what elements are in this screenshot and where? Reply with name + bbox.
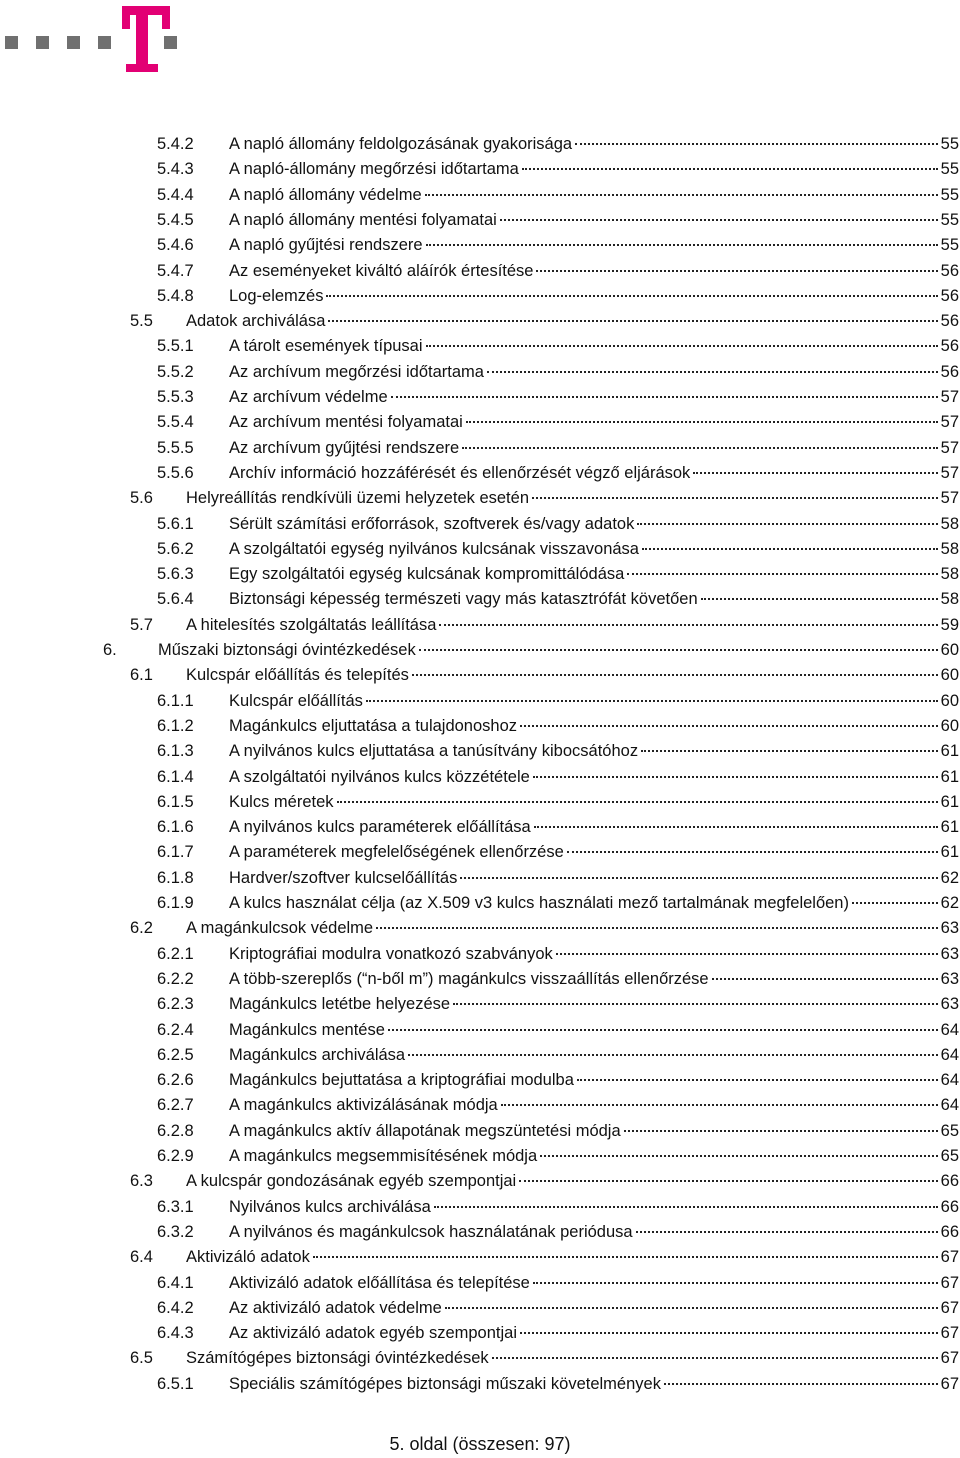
toc-entry-number: 6.5.1 — [157, 1374, 194, 1393]
toc-entry[interactable] — [130, 486, 959, 511]
toc-entry-number: 5.5.2 — [157, 362, 194, 381]
toc-dot-leader — [445, 1307, 938, 1309]
toc-entry-title: Hardver/szoftver kulcselőállítás — [229, 868, 458, 887]
toc-entry[interactable] — [157, 714, 959, 739]
toc-dot-leader — [439, 624, 937, 626]
toc-entry-number: 6.4.1 — [157, 1273, 194, 1292]
toc-entry-number: 6.4.2 — [157, 1298, 194, 1317]
toc-entry-page: 57 — [940, 463, 959, 482]
toc-entry-number: 5.5.6 — [157, 463, 194, 482]
toc-entry-number: 6.4.3 — [157, 1324, 194, 1343]
toc-entry[interactable] — [157, 1093, 959, 1118]
toc-dot-leader — [388, 1029, 938, 1031]
toc-entry-page: 55 — [940, 135, 959, 153]
toc-entry-page: 64 — [940, 1045, 959, 1064]
toc-entry-page: 57 — [940, 438, 959, 457]
toc-entry[interactable] — [157, 436, 959, 461]
toc-entry-number: 6.5 — [130, 1349, 153, 1368]
toc-entry-title: A napló gyűjtési rendszere — [229, 236, 423, 255]
toc-entry-number: 5.4.5 — [157, 210, 194, 229]
toc-entry[interactable] — [157, 1220, 959, 1245]
toc-dot-leader — [500, 219, 938, 221]
toc-entry-number: 5.4.7 — [157, 261, 194, 280]
toc-entry[interactable] — [157, 815, 959, 840]
page-footer: 5. oldal (összesen: 97) — [389, 1434, 571, 1454]
toc-entry-page: 56 — [940, 337, 959, 356]
toc-dot-leader — [536, 270, 937, 272]
toc-entry-title: Magánkulcs bejuttatása a kriptográfiai modulba — [229, 1071, 574, 1090]
toc-entry-title: Az archívum gyűjtési rendszere — [229, 438, 460, 457]
toc-entry[interactable] — [157, 891, 959, 916]
toc-entry-title: A napló állomány feldolgozásának gyakorisága — [229, 135, 573, 153]
toc-entry-number: 6.1.5 — [157, 792, 194, 811]
toc-entry-number: 5.4.2 — [157, 135, 194, 153]
toc-entry-page: 64 — [940, 1071, 959, 1090]
toc-dot-leader — [462, 447, 937, 449]
toc-entry-page: 65 — [940, 1147, 959, 1165]
toc-entry-page: 58 — [940, 514, 959, 533]
toc-dot-leader — [425, 194, 938, 196]
toc-dot-leader — [366, 700, 938, 702]
toc-entry-number: 5.5.5 — [157, 438, 194, 457]
toc-entry-number: 5.5.1 — [157, 337, 194, 356]
toc-entry[interactable] — [157, 739, 959, 764]
toc-dot-leader — [520, 1332, 938, 1334]
toc-dot-leader — [492, 1357, 938, 1359]
toc-entry-page: 57 — [940, 388, 959, 406]
toc-entry[interactable] — [157, 1018, 959, 1043]
toc-entry-number: 5.6 — [130, 489, 153, 508]
toc-entry[interactable] — [157, 360, 959, 385]
toc-entry[interactable] — [157, 1144, 959, 1169]
toc-entry-number: 6.2.7 — [157, 1096, 194, 1115]
toc-dot-leader — [487, 371, 938, 373]
toc-entry-number: 6.1.6 — [157, 818, 194, 837]
toc-dot-leader — [522, 168, 938, 170]
toc-entry-title: A napló állomány mentési folyamatai — [229, 210, 497, 229]
toc-entry-title: A magánkulcs megsemmisítésének módja — [229, 1147, 538, 1165]
toc-dot-leader — [534, 826, 938, 828]
toc-entry-title: A napló állomány védelme — [229, 185, 422, 204]
toc-dot-leader — [466, 421, 938, 423]
toc-entry[interactable] — [157, 1321, 959, 1346]
toc-entry-title: Kriptográfiai modulra vonatkozó szabványok — [229, 944, 553, 963]
toc-entry-title: Kulcspár előállítás — [229, 691, 363, 710]
toc-entry-page: 61 — [940, 767, 959, 786]
toc-entry-title: Az eseményeket kiváltó aláírók értesítése — [229, 261, 534, 280]
toc-entry-page: 67 — [940, 1349, 959, 1368]
toc-dot-leader — [712, 978, 938, 980]
toc-entry-page: 67 — [940, 1248, 959, 1267]
toc-entry-title: Nyilvános kulcs archiválása — [229, 1197, 431, 1216]
toc-entry-page: 55 — [940, 185, 959, 204]
toc-entry-page: 60 — [940, 691, 959, 710]
toc-entry-title: Aktivizáló adatok — [186, 1248, 310, 1267]
toc-entry-number: 6.2.8 — [157, 1121, 194, 1140]
toc-entry[interactable] — [157, 132, 959, 157]
toc-entry-page: 64 — [940, 1096, 959, 1115]
toc-entry[interactable] — [157, 284, 959, 309]
toc-entry-page: 63 — [940, 969, 959, 988]
toc-entry-page: 57 — [940, 413, 959, 432]
toc-entry-page: 56 — [940, 312, 959, 331]
toc-entry-number: 6.1.4 — [157, 767, 194, 786]
toc-entry-page: 55 — [940, 236, 959, 255]
toc-entry-number: 6.2.5 — [157, 1045, 194, 1064]
toc-entry[interactable] — [157, 992, 959, 1017]
toc-entry-title: Biztonsági képesség természeti vagy más katasztrófát követően — [229, 590, 698, 609]
toc-entry[interactable] — [157, 866, 959, 891]
toc-dot-leader — [408, 1054, 938, 1056]
toc-entry-number: 6.2.3 — [157, 995, 194, 1014]
toc-entry[interactable] — [157, 157, 959, 182]
toc-dot-leader — [391, 396, 938, 398]
toc-entry-page: 62 — [940, 894, 959, 912]
toc-dot-leader — [520, 725, 938, 727]
toc-entry-page: 61 — [940, 742, 959, 761]
toc-entry-number: 6.1.8 — [157, 868, 194, 887]
toc-entry-number: 6.1.1 — [157, 691, 194, 710]
toc-entry-title: Archív információ hozzáférését és ellenőrzését végző eljárások — [229, 463, 691, 482]
toc-entry-page: 64 — [940, 1020, 959, 1039]
toc-entry[interactable] — [157, 1195, 959, 1220]
toc-entry-title: Magánkulcs mentése — [229, 1020, 385, 1039]
toc-entry-title: Egy szolgáltatói egység kulcsának kompromittálódása — [229, 565, 625, 584]
toc-entry-page: 67 — [940, 1324, 959, 1343]
toc-entry-page: 65 — [940, 1121, 959, 1140]
toc-dot-leader — [533, 1282, 938, 1284]
toc-dot-leader — [434, 1206, 938, 1208]
toc-entry-page: 58 — [940, 539, 959, 558]
toc-entry[interactable] — [130, 916, 959, 941]
page-header — [0, 0, 960, 90]
toc-entry[interactable] — [130, 663, 959, 688]
toc-entry-title: Műszaki biztonsági óvintézkedések — [158, 641, 416, 659]
toc-entry[interactable] — [130, 1346, 959, 1371]
toc-entry-number: 6.1.3 — [157, 742, 194, 761]
toc-dot-leader — [426, 244, 938, 246]
toc-entry-title: A több-szereplős (“n-ből m”) magánkulcs visszaállítás ellenőrzése — [229, 969, 709, 988]
toc-entry-number: 5.6.3 — [157, 565, 194, 584]
toc-entry-number: 5.7 — [130, 615, 153, 634]
toc-entry-title: A kulcspár gondozásának egyéb szempontjai — [186, 1172, 517, 1191]
toc-entry-number: 6.3.1 — [157, 1197, 194, 1216]
toc-dot-leader — [533, 776, 938, 778]
toc-dot-leader — [852, 902, 938, 904]
toc-entry-title: A hitelesítés szolgáltatás leállítása — [186, 615, 437, 634]
toc-entry-title: Az archívum mentési folyamatai — [229, 413, 463, 432]
toc-entry[interactable] — [157, 790, 959, 815]
toc-entry[interactable] — [157, 410, 959, 435]
toc-entry-number: 5.4.8 — [157, 286, 194, 305]
toc-entry-page: 61 — [940, 843, 959, 862]
toc-entry-number: 5.4.3 — [157, 160, 194, 179]
toc-entry-title: A szolgáltatói nyilvános kulcs közzététele — [229, 767, 530, 786]
toc-entry-title: Számítógépes biztonsági óvintézkedések — [186, 1349, 489, 1368]
toc-entry-page: 67 — [940, 1273, 959, 1292]
toc-dot-leader — [556, 953, 938, 955]
toc-entry[interactable] — [103, 638, 959, 663]
toc-dot-leader — [337, 801, 938, 803]
toc-entry[interactable] — [157, 334, 959, 359]
toc-dot-leader — [636, 1231, 938, 1233]
toc-entry-page: 58 — [940, 565, 959, 584]
toc-entry-page: 60 — [940, 666, 959, 685]
toc-dot-leader — [624, 1130, 938, 1132]
toc-entry[interactable] — [157, 562, 959, 587]
toc-entry-title: A nyilvános kulcs paraméterek előállítása — [229, 818, 531, 837]
toc-entry-page: 56 — [940, 362, 959, 381]
toc-dot-leader — [453, 1003, 938, 1005]
toc-entry-title: A magánkulcsok védelme — [186, 919, 374, 938]
toc-entry[interactable] — [157, 1271, 959, 1296]
toc-dot-leader — [637, 523, 937, 525]
toc-entry[interactable] — [157, 461, 959, 486]
toc-dot-leader — [693, 472, 937, 474]
toc-entry-page: 56 — [940, 261, 959, 280]
toc-entry[interactable] — [157, 385, 959, 410]
toc-entry-title: Magánkulcs letétbe helyezése — [229, 995, 451, 1014]
toc-entry-title: Log-elemzés — [229, 286, 324, 305]
toc-entry-title: A magánkulcs aktivizálásának módja — [229, 1096, 498, 1115]
toc-entry-number: 6.2 — [130, 919, 153, 938]
toc-entry[interactable] — [157, 1068, 959, 1093]
toc-entry-title: Az aktivizáló adatok védelme — [229, 1298, 442, 1317]
toc-entry-title: Helyreállítás rendkívüli üzemi helyzetek esetén — [186, 489, 529, 508]
toc-entry[interactable] — [157, 233, 959, 258]
toc-entry-number: 5.4.4 — [157, 185, 194, 204]
toc-dot-leader — [313, 1256, 938, 1258]
toc-dot-leader — [540, 1155, 938, 1157]
toc-entry-page: 56 — [940, 286, 959, 305]
toc-dot-leader — [326, 295, 937, 297]
toc-dot-leader — [412, 674, 938, 676]
header-dot — [67, 36, 80, 49]
toc-entry-number: 6.2.4 — [157, 1020, 194, 1039]
toc-dot-leader — [575, 143, 938, 145]
toc-entry-number: 5.4.6 — [157, 236, 194, 255]
toc-entry-page: 60 — [940, 641, 959, 659]
toc-entry-page: 66 — [940, 1172, 959, 1191]
toc-entry-page: 59 — [940, 615, 959, 634]
toc-entry-number: 6.3.2 — [157, 1222, 194, 1241]
toc-entry[interactable] — [157, 183, 959, 208]
toc-entry-title: Magánkulcs archiválása — [229, 1045, 406, 1064]
toc-entry[interactable] — [130, 613, 959, 638]
toc-entry-number: 6.3 — [130, 1172, 153, 1191]
toc-dot-leader — [567, 851, 938, 853]
toc-entry-number: 5.5.3 — [157, 388, 194, 406]
toc-entry-page: 63 — [940, 995, 959, 1014]
toc-entry[interactable] — [130, 1245, 959, 1270]
header-dot — [36, 36, 49, 49]
toc-entry-title: A nyilvános kulcs eljuttatása a tanúsítvány kibocsátóhoz — [229, 742, 639, 761]
toc-entry-title: A szolgáltatói egység nyilvános kulcsának visszavonása — [229, 539, 639, 558]
toc-entry-number: 5.5.4 — [157, 413, 194, 432]
toc-entry-title: A napló-állomány megőrzési időtartama — [229, 160, 519, 179]
toc-entry[interactable] — [157, 259, 959, 284]
toc-entry-number: 6.2.9 — [157, 1147, 194, 1165]
toc-entry-page: 55 — [940, 160, 959, 179]
toc-entry[interactable] — [157, 512, 959, 537]
toc-entry-page: 61 — [940, 818, 959, 837]
toc-entry[interactable] — [157, 840, 959, 865]
toc-entry-title: Sérült számítási erőforrások, szoftverek és/vagy adatok — [229, 514, 635, 533]
toc-dot-leader — [627, 573, 937, 575]
toc-dot-leader — [376, 927, 938, 929]
toc-dot-leader — [501, 1104, 938, 1106]
toc-entry-number: 6.4 — [130, 1248, 153, 1267]
toc-dot-leader — [642, 548, 938, 550]
toc-entry-page: 57 — [940, 489, 959, 508]
toc-entry[interactable] — [157, 942, 959, 967]
toc-entry-title: Adatok archiválása — [186, 312, 326, 331]
toc-entry[interactable] — [157, 537, 959, 562]
toc-dot-leader — [577, 1079, 938, 1081]
toc-entry-number: 5.6.1 — [157, 514, 194, 533]
toc-entry-number: 6.2.6 — [157, 1071, 194, 1090]
toc-entry[interactable] — [157, 689, 959, 714]
toc-entry[interactable] — [157, 1372, 959, 1397]
toc-dot-leader — [664, 1383, 938, 1385]
toc-dot-leader — [426, 345, 938, 347]
toc-entry-title: Speciális számítógépes biztonsági műszaki követelmények — [229, 1374, 661, 1393]
toc-entry-title: Az archívum megőrzési időtartama — [229, 362, 484, 381]
toc-entry-title: Kulcs méretek — [229, 792, 334, 811]
toc-entry-page: 67 — [940, 1298, 959, 1317]
toc-entry-number: 6.1.9 — [157, 894, 194, 912]
toc-entry-page: 66 — [940, 1222, 959, 1241]
toc-entry-title: Aktivizáló adatok előállítása és telepítése — [229, 1273, 530, 1292]
toc-entry-page: 60 — [940, 716, 959, 735]
toc-entry-number: 6.1.2 — [157, 716, 194, 735]
toc-entry-number: 6.2.1 — [157, 944, 194, 963]
toc-entry[interactable] — [157, 208, 959, 233]
header-dot — [164, 36, 177, 49]
toc-entry[interactable] — [157, 1043, 959, 1068]
toc-entry-title: Kulcspár előállítás és telepítés — [186, 666, 409, 685]
toc-entry-page: 66 — [940, 1197, 959, 1216]
toc-entry-page: 62 — [940, 868, 959, 887]
toc-entry-page: 55 — [940, 210, 959, 229]
toc-entry-title: Az aktivizáló adatok egyéb szempontjai — [229, 1324, 517, 1343]
toc-entry-number: 6. — [103, 641, 117, 659]
toc-entry-page: 63 — [940, 944, 959, 963]
toc-dot-leader — [641, 750, 938, 752]
toc-dot-leader — [519, 1180, 937, 1182]
toc-entry-number: 6.2.2 — [157, 969, 194, 988]
toc-dot-leader — [460, 877, 937, 879]
toc-entry-number: 6.1.7 — [157, 843, 194, 862]
toc-entry[interactable] — [130, 1169, 959, 1194]
toc-entry-page: 58 — [940, 590, 959, 609]
toc-entry-number: 6.1 — [130, 666, 153, 685]
toc-entry[interactable] — [157, 1119, 959, 1144]
toc-entry-page: 67 — [940, 1374, 959, 1393]
toc-entry[interactable] — [157, 1296, 959, 1321]
toc-entry-title: A paraméterek megfelelőségének ellenőrzése — [229, 843, 564, 862]
toc-entry-title: Magánkulcs eljuttatása a tulajdonoshoz — [229, 716, 518, 735]
toc-entry[interactable] — [130, 309, 959, 334]
toc-dot-leader — [701, 598, 938, 600]
toc-entry[interactable] — [157, 765, 959, 790]
toc-entry-page: 63 — [940, 919, 959, 938]
toc-dot-leader — [532, 497, 938, 499]
header-dot — [5, 36, 18, 49]
toc-dot-leader — [419, 649, 938, 651]
toc-entry-title: A kulcs használat célja (az X.509 v3 kulcs használati mező tartalmának megfelelően) — [229, 894, 849, 912]
toc-entry-number: 5.6.2 — [157, 539, 194, 558]
toc-entry-page: 61 — [940, 792, 959, 811]
header-dot — [98, 36, 111, 49]
toc-entry-title: A magánkulcs aktív állapotának megszüntetési módja — [229, 1121, 621, 1140]
toc-dot-leader — [328, 320, 937, 322]
toc-entry-title: Az archívum védelme — [229, 388, 388, 406]
toc-entry[interactable] — [157, 587, 959, 612]
toc-entry-number: 5.6.4 — [157, 590, 194, 609]
toc-entry-number: 5.5 — [130, 312, 153, 331]
toc-entry[interactable] — [157, 967, 959, 992]
toc-entry-title: A nyilvános és magánkulcsok használatának periódusa — [229, 1222, 633, 1241]
toc-entry-title: A tárolt események típusai — [229, 337, 423, 356]
